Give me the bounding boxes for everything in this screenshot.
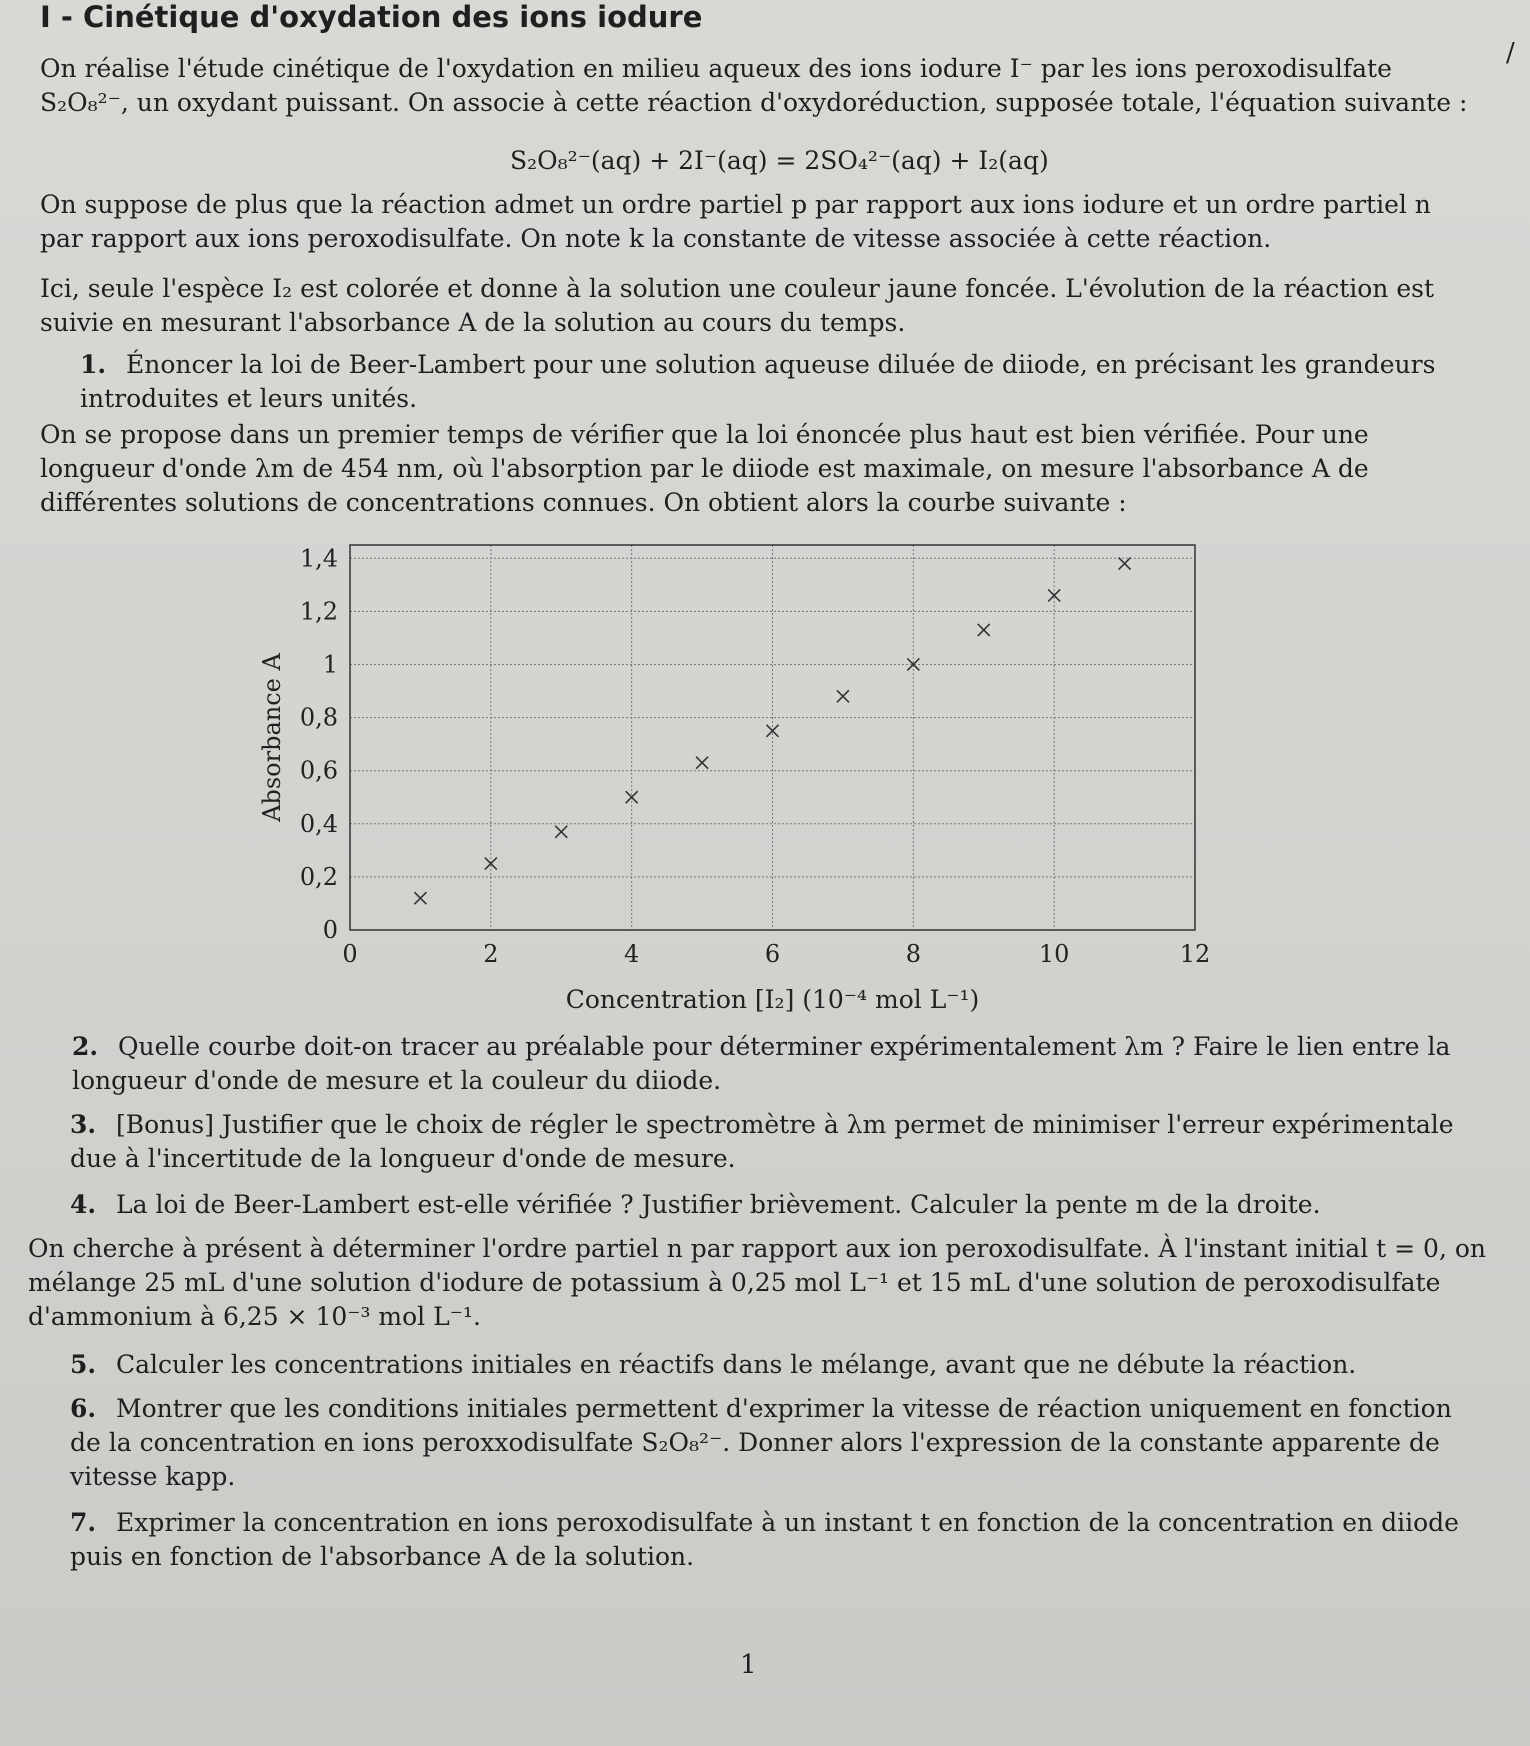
- data-point: [837, 690, 849, 702]
- question-text: Calculer les concentrations initiales en réactifs dans le mélange, avant que ne débute la réaction.: [116, 1350, 1357, 1379]
- intro-paragraph-4: On se propose dans un premier temps de vérifier que la loi énoncée plus haut est bien vérifiée. Pour une longueur d'onde λm de 454 nm, où l'absorption par le diiode est maximale, on mesure l'absorbance A de différentes solutions de concentrations connues. On obtient alors la courbe suivante :: [40, 420, 1369, 517]
- page-number: 1: [740, 1650, 757, 1680]
- y-tick-label: 1,2: [299, 597, 338, 626]
- x-axis-label: Concentration [I₂] (10⁻⁴ mol L⁻¹): [565, 985, 980, 1014]
- question-7: [70, 1506, 1470, 1574]
- question-text: Exprimer la concentration en ions peroxodisulfate à un instant t en fonction de la concentration en diiode puis en fonction de l'absorbance A de la solution.: [70, 1508, 1459, 1571]
- x-tick-labels: [342, 940, 1210, 968]
- y-axis-label: Absorbance A: [258, 653, 286, 822]
- question-number: 2.: [72, 1032, 99, 1061]
- question-2: [72, 1030, 1472, 1098]
- y-tick-label: 0,2: [299, 862, 338, 891]
- question-text: [Bonus] Justifier que le choix de régler le spectromètre à λm permet de minimiser l'erreur expérimentale due à l'incertitude de la longueur d'onde de mesure.: [70, 1110, 1454, 1173]
- section-title: I - Cinétique d'oxydation des ions iodure: [40, 0, 703, 34]
- data-point: [1048, 589, 1060, 601]
- question-text: Montrer que les conditions initiales permettent d'exprimer la vitesse de réaction uniquement en fonction de la concentration en ions peroxxodisulfate S₂O₈²⁻. Donner alors l'expression de la constante apparente de vitesse kapp.: [70, 1394, 1452, 1491]
- intro-paragraph-1: On réalise l'étude cinétique de l'oxydation en milieu aqueux des ions iodure I⁻ par les ions peroxodisulfate S₂O₈²⁻, un oxydant puissant. On associe à cette réaction d'oxydoréduction, supposée totale, l'équation suivante :: [40, 54, 1468, 117]
- x-tick-label: 4: [624, 940, 640, 968]
- question-5: [70, 1348, 1470, 1382]
- data-point: [414, 892, 426, 904]
- reaction-equation: S₂O₈²⁻(aq) + 2I⁻(aq) = 2SO₄²⁻(aq) + I₂(aq): [510, 146, 1049, 175]
- question-number: 1.: [80, 350, 107, 379]
- y-tick-label: 0: [322, 916, 338, 944]
- question-number: 4.: [70, 1190, 97, 1219]
- corner-mark: /: [1506, 38, 1515, 68]
- data-point: [907, 658, 919, 670]
- y-tick-label: 1: [322, 650, 338, 679]
- y-tick-label: 0,4: [299, 809, 338, 838]
- data-point: [555, 826, 567, 838]
- chart-grid: [350, 545, 1195, 930]
- x-tick-label: 0: [342, 940, 358, 968]
- data-point: [1119, 558, 1131, 570]
- question-number: 6.: [70, 1394, 97, 1423]
- x-tick-label: 6: [764, 940, 781, 968]
- x-tick-label: 12: [1179, 940, 1211, 968]
- data-point: [485, 858, 497, 870]
- question-number: 7.: [70, 1508, 97, 1537]
- y-tick-label: 1,4: [299, 544, 338, 573]
- y-tick-label: 0,8: [299, 703, 338, 732]
- x-tick-label: 2: [483, 940, 499, 968]
- intro-paragraph-3: Ici, seule l'espèce I₂ est colorée et donne à la solution une couleur jaune foncée. L'évolution de la réaction est suivie en mesurant l'absorbance A de la solution au cours du temps.: [40, 274, 1435, 337]
- question-text: Quelle courbe doit-on tracer au préalable pour déterminer expérimentalement λm ? Faire le lien entre la longueur d'onde de mesure et la couleur du diiode.: [72, 1032, 1451, 1095]
- question-text: La loi de Beer-Lambert est-elle vérifiée ? Justifier brièvement. Calculer la pente m de la droite.: [116, 1190, 1321, 1219]
- data-point: [696, 757, 708, 769]
- question-text: Énoncer la loi de Beer-Lambert pour une solution aqueuse diluée de diiode, en précisant les grandeurs introduites et leurs unités.: [80, 350, 1436, 413]
- intro-paragraph-2: On suppose de plus que la réaction admet un ordre partiel p par rapport aux ions iodure et un ordre partiel n par rapport aux ions peroxodisulfate. On note k la constante de vitesse associée à cette réaction.: [40, 190, 1431, 253]
- question-6: [70, 1392, 1470, 1494]
- x-tick-label: 10: [1038, 940, 1070, 968]
- question-3: [70, 1108, 1470, 1176]
- y-tick-label: 0,6: [299, 756, 338, 785]
- y-tick-labels: [300, 544, 338, 944]
- question-number: 3.: [70, 1110, 97, 1139]
- question-1: [80, 348, 1480, 416]
- data-point: [978, 624, 990, 636]
- question-4: [70, 1188, 1470, 1222]
- x-tick-label: 8: [905, 940, 921, 968]
- intro-paragraph-5: On cherche à présent à déterminer l'ordre partiel n par rapport aux ion peroxodisulfate. À l'instant initial t = 0, on mélange 25 mL d'une solution d'iodure de potassium à 0,25 mol L⁻¹ et 15 mL d'une solution de peroxodisulfate d'ammonium à 6,25 × 10⁻³ mol L⁻¹.: [28, 1234, 1486, 1331]
- question-number: 5.: [70, 1350, 97, 1379]
- absorbance-chart: [250, 535, 1250, 1015]
